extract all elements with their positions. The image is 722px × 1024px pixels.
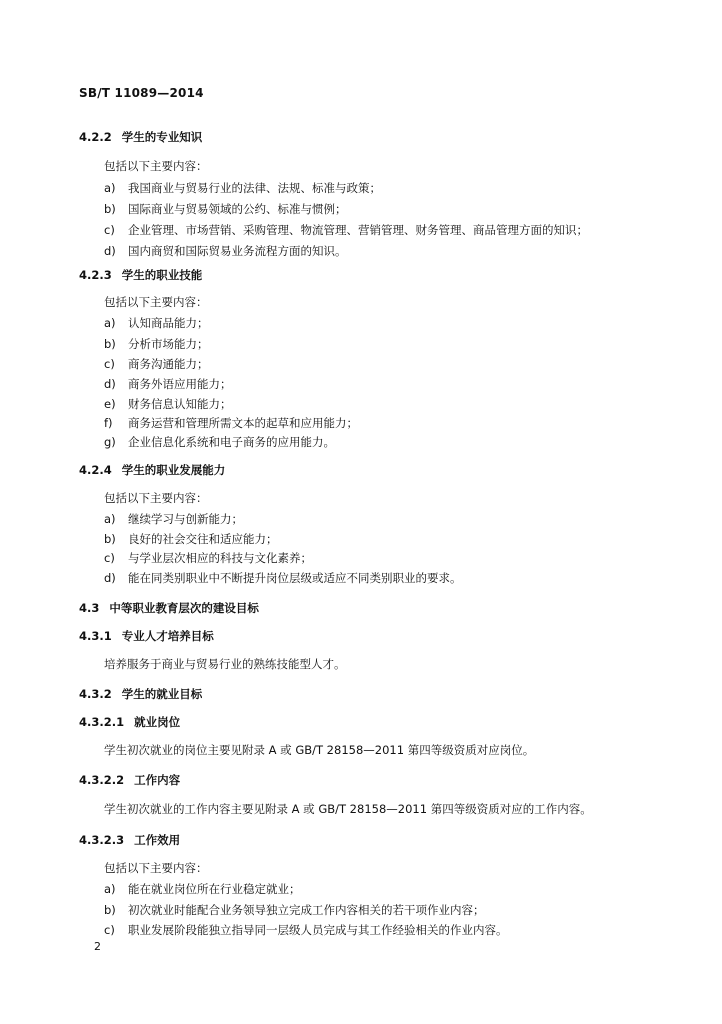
list-item: [104, 243, 347, 259]
intro-paragraph: 包括以下主要内容：: [104, 295, 208, 309]
heading-number: 4.3.2: [79, 687, 112, 701]
heading-4-2-2: [79, 129, 202, 145]
heading-number: 4.2.3: [79, 268, 112, 282]
list-label: b): [104, 903, 116, 917]
heading-4-3-2-2: [79, 772, 180, 788]
heading-title: 学生的专业知识: [121, 130, 203, 144]
list-text: 继续学习与创新能力；: [128, 512, 243, 526]
list-item: [104, 570, 462, 586]
list-text: 商务运营和管理所需文本的起草和应用能力；: [128, 416, 358, 430]
heading-title: 工作内容: [134, 773, 181, 787]
list-label: c): [104, 357, 115, 371]
list-item: [104, 902, 485, 918]
body-paragraph: 学生初次就业的工作内容主要见附录 A 或 GB/T 28158—2011 第四等级资质对应的工作内容。: [104, 802, 592, 816]
heading-number: 4.3.2.1: [79, 715, 125, 729]
list-label: g): [104, 435, 116, 449]
heading-title: 学生的职业发展能力: [121, 463, 226, 477]
list-item: [104, 376, 232, 392]
list-text: 财务信息认知能力；: [128, 397, 232, 411]
list-item: [104, 396, 232, 412]
heading-4-3: [79, 600, 259, 616]
heading-4-3-1: [79, 628, 214, 644]
list-label: a): [104, 316, 116, 330]
list-item: [104, 336, 209, 352]
list-label: d): [104, 377, 116, 391]
heading-title: 中等职业教育层次的建设目标: [109, 601, 259, 615]
page-number: 2: [94, 940, 101, 953]
heading-4-3-2: [79, 686, 202, 702]
list-item: [104, 881, 301, 897]
list-item: [104, 222, 588, 238]
list-item: [104, 315, 209, 331]
list-label: b): [104, 337, 116, 351]
list-item: [104, 201, 347, 217]
list-text: 良好的社会交往和适应能力；: [128, 532, 278, 546]
list-item: [104, 180, 381, 196]
list-label: a): [104, 181, 116, 195]
list-label: c): [104, 923, 115, 937]
heading-number: 4.2.4: [79, 463, 112, 477]
list-text: 与学业层次相应的科技与文化素养；: [128, 551, 312, 565]
list-item: [104, 356, 209, 372]
list-label: b): [104, 532, 116, 546]
list-label: c): [104, 551, 115, 565]
list-item: [104, 415, 358, 431]
list-text: 国际商业与贸易领域的公约、标准与惯例；: [128, 202, 347, 216]
list-text: 企业管理、市场营销、采购管理、物流管理、营销管理、财务管理、商品管理方面的知识；: [128, 223, 588, 237]
list-text: 能在就业岗位所在行业稳定就业；: [128, 882, 301, 896]
list-text: 商务沟通能力；: [128, 357, 209, 371]
heading-4-3-2-1: [79, 714, 180, 730]
list-text: 分析市场能力；: [128, 337, 209, 351]
list-text: 认知商品能力；: [128, 316, 209, 330]
list-label: d): [104, 571, 116, 585]
document-code-header: SB/T 11089—2014: [79, 86, 204, 100]
list-item: [104, 550, 312, 566]
heading-number: 4.3.2.3: [79, 833, 125, 847]
heading-number: 4.2.2: [79, 130, 112, 144]
heading-title: 就业岗位: [134, 715, 181, 729]
list-label: f): [104, 416, 113, 430]
intro-paragraph: 包括以下主要内容：: [104, 159, 208, 173]
list-label: e): [104, 397, 116, 411]
heading-title: 学生的就业目标: [121, 687, 203, 701]
intro-paragraph: 包括以下主要内容：: [104, 491, 208, 505]
list-item: [104, 531, 278, 547]
list-label: b): [104, 202, 116, 216]
list-text: 商务外语应用能力；: [128, 377, 232, 391]
heading-title: 学生的职业技能: [121, 268, 203, 282]
list-label: a): [104, 882, 116, 896]
heading-number: 4.3.1: [79, 629, 112, 643]
heading-4-3-2-3: [79, 832, 180, 848]
heading-number: 4.3.2.2: [79, 773, 125, 787]
heading-title: 工作效用: [134, 833, 181, 847]
list-item: [104, 511, 243, 527]
body-paragraph: 学生初次就业的岗位主要见附录 A 或 GB/T 28158—2011 第四等级资质对应岗位。: [104, 743, 535, 757]
heading-number: 4.3: [79, 601, 100, 615]
heading-4-2-4: [79, 462, 225, 478]
body-paragraph: 培养服务于商业与贸易行业的熟练技能型人才。: [104, 657, 346, 671]
list-label: a): [104, 512, 116, 526]
list-text: 职业发展阶段能独立指导同一层级人员完成与其工作经验相关的作业内容。: [128, 923, 508, 937]
intro-paragraph: 包括以下主要内容：: [104, 861, 208, 875]
heading-title: 专业人才培养目标: [121, 629, 214, 643]
list-text: 初次就业时能配合业务领导独立完成工作内容相关的若干项作业内容；: [128, 903, 485, 917]
list-text: 能在同类别职业中不断提升岗位层级或适应不同类别职业的要求。: [128, 571, 462, 585]
heading-4-2-3: [79, 267, 202, 283]
list-text: 我国商业与贸易行业的法律、法规、标准与政策；: [128, 181, 381, 195]
list-label: c): [104, 223, 115, 237]
list-item: [104, 434, 335, 450]
list-label: d): [104, 244, 116, 258]
list-text: 企业信息化系统和电子商务的应用能力。: [128, 435, 335, 449]
list-text: 国内商贸和国际贸易业务流程方面的知识。: [128, 244, 347, 258]
list-item: [104, 922, 508, 938]
